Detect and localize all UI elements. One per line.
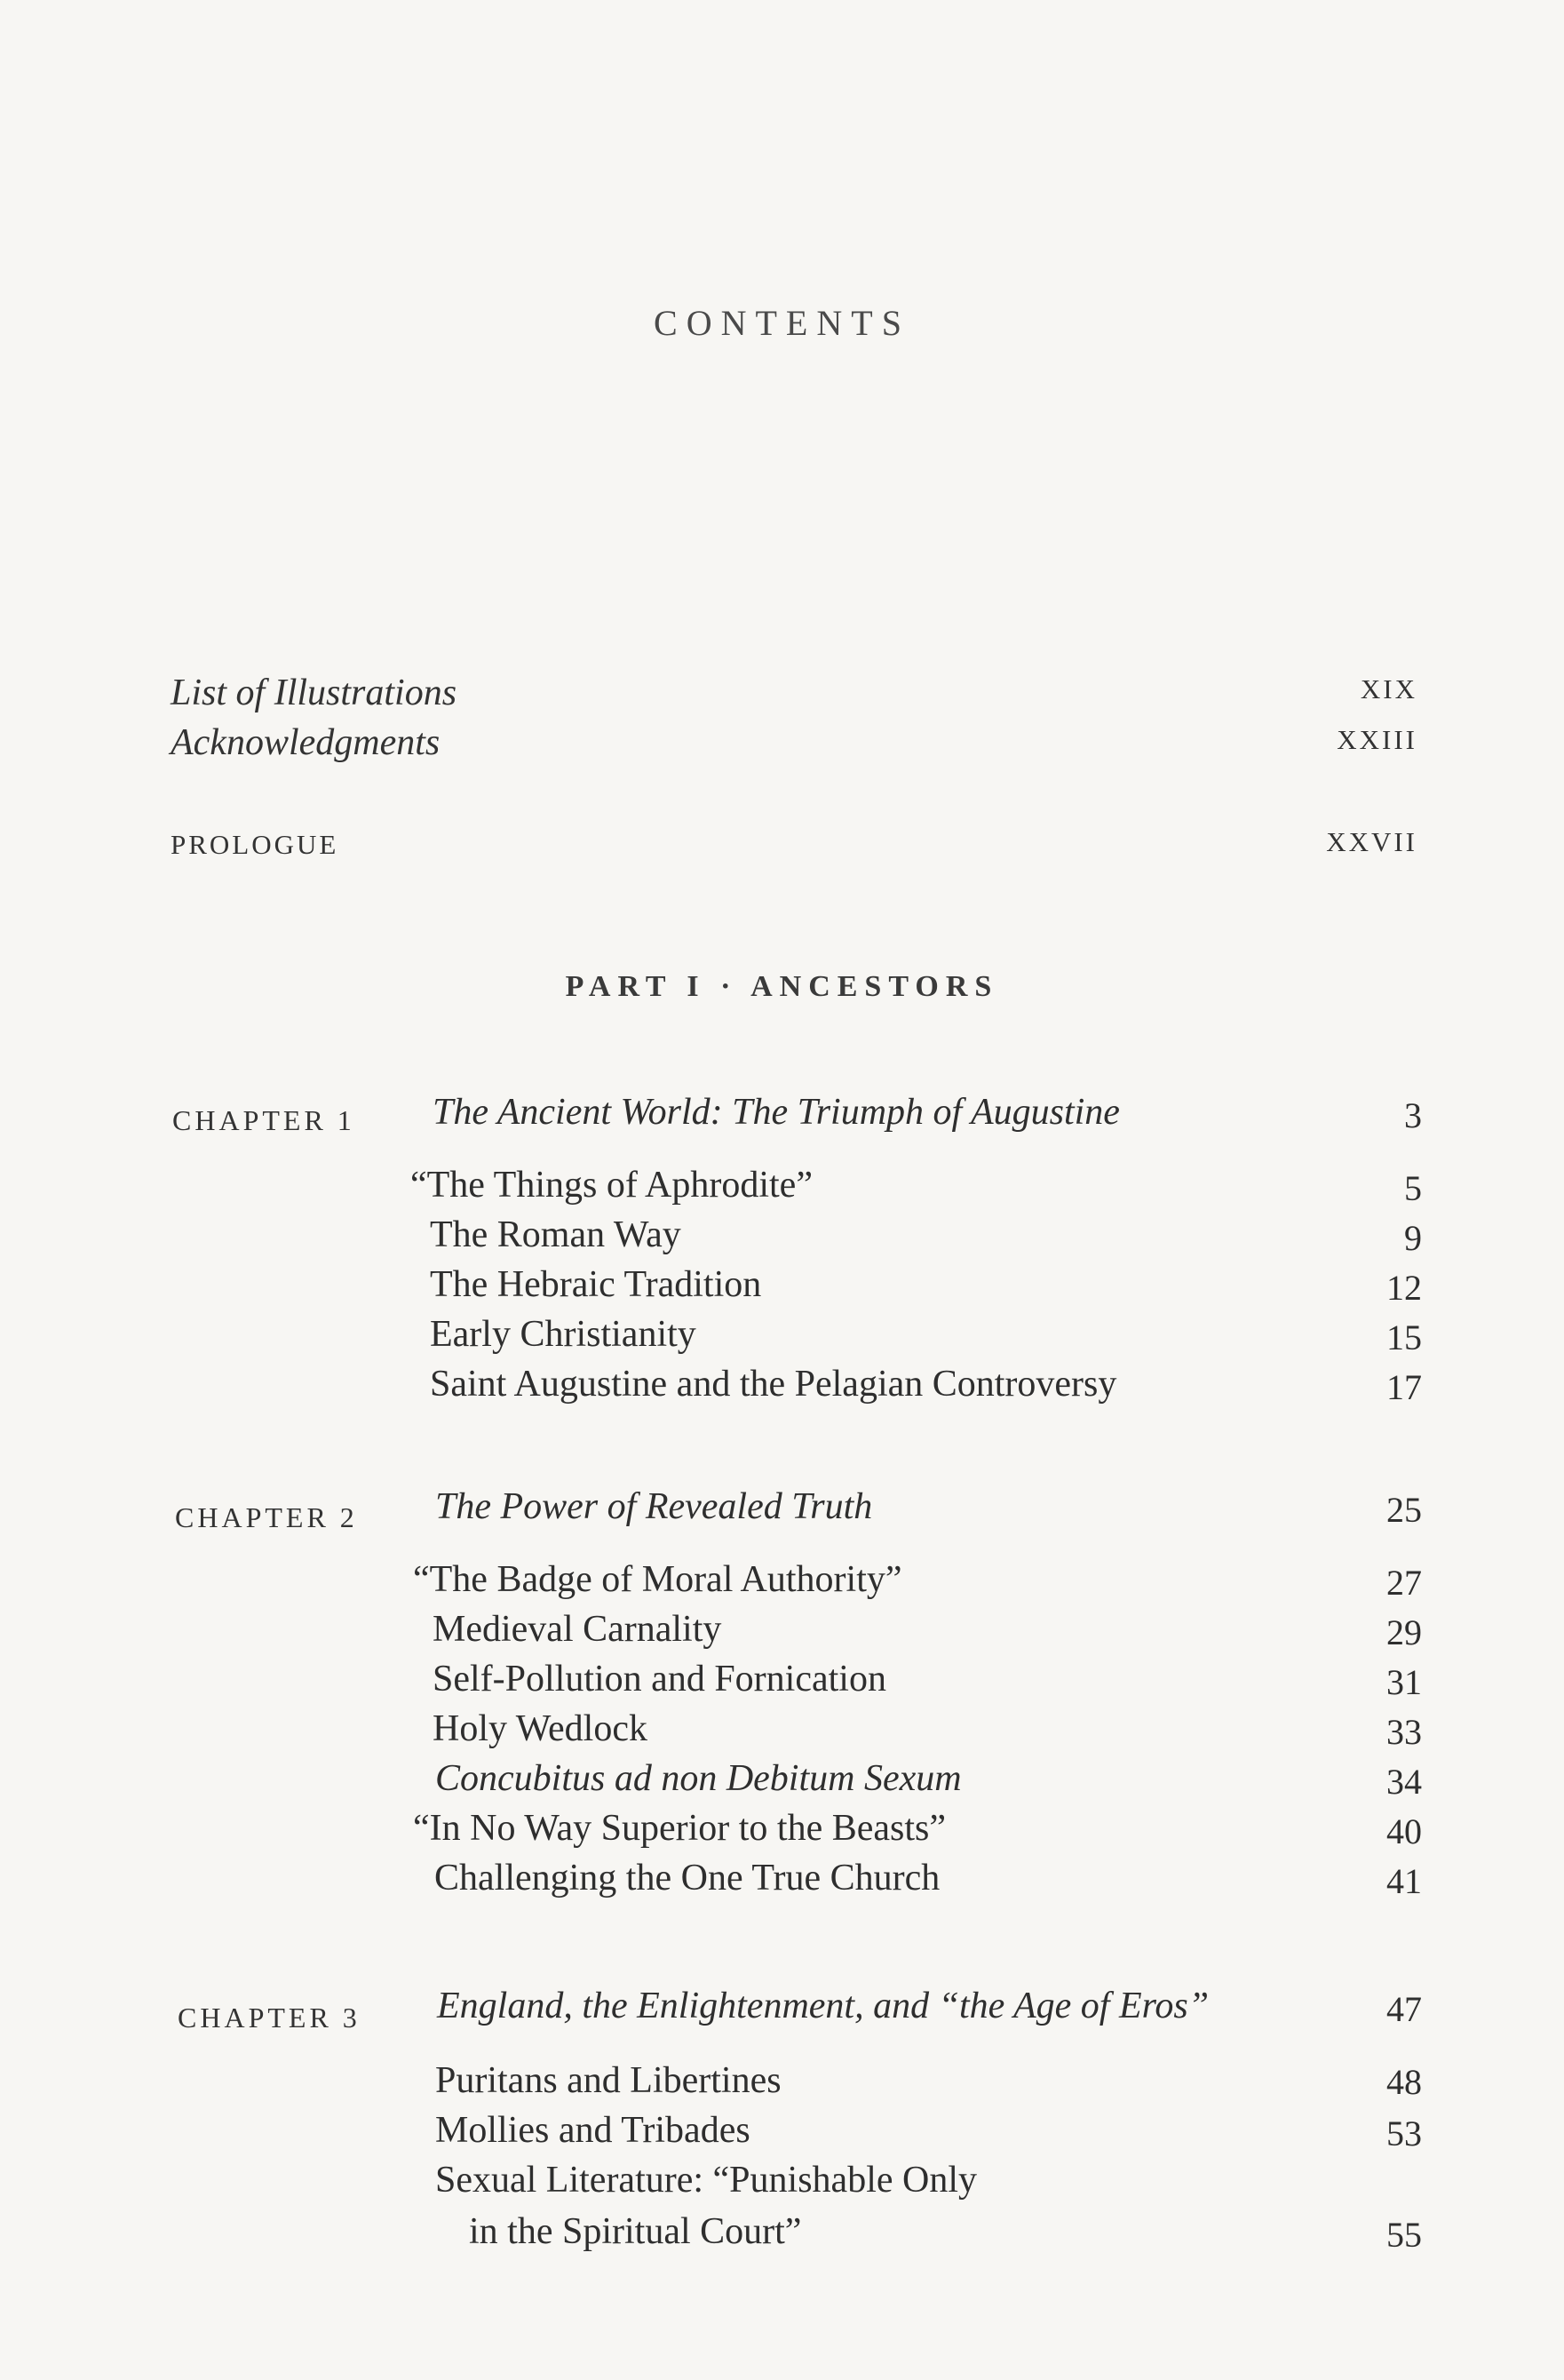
part-heading: PART I · ANCESTORS [565,970,999,1003]
section-page: 15 [1386,1317,1422,1357]
section-page: 12 [1386,1268,1422,1308]
section-entry[interactable]: Saint Augustine and the Pelagian Controversy [430,1364,1117,1405]
section-entry[interactable]: Concubitus ad non Debitum Sexum [435,1758,962,1799]
section-page: 34 [1386,1762,1422,1802]
toc-page-list-of-illustrations: XIX [1360,673,1417,704]
chapter-page: 3 [1404,1095,1422,1135]
section-entry[interactable]: The Roman Way [430,1214,681,1255]
section-entry[interactable]: Sexual Literature: “Punishable Only [435,2160,978,2201]
section-page: 53 [1386,2113,1422,2153]
chapter-title[interactable]: England, the Enlightenment, and “the Age of Eros” [437,1986,1210,2026]
section-entry[interactable]: “In No Way Superior to the Beasts” [413,1808,947,1849]
section-entry[interactable]: Medieval Carnality [433,1609,722,1650]
chapter-label: CHAPTER 2 [175,1501,358,1533]
section-page: 41 [1386,1861,1422,1901]
toc-page-acknowledgments: XXIII [1337,724,1417,755]
chapter-label: CHAPTER 1 [172,1104,355,1136]
toc-entry-acknowledgments[interactable]: Acknowledgments [171,722,441,763]
section-entry[interactable]: Holy Wedlock [433,1708,647,1749]
section-page: 17 [1386,1367,1422,1407]
section-page: 55 [1386,2215,1422,2255]
section-page: 9 [1404,1218,1422,1258]
chapter-label: CHAPTER 3 [178,2002,361,2034]
chapter-page: 47 [1386,1989,1422,2029]
toc-entry-prologue[interactable]: PROLOGUE [171,829,339,860]
section-entry-continued[interactable]: in the Spiritual Court” [469,2211,802,2252]
section-page: 5 [1404,1168,1422,1208]
section-entry[interactable]: Puritans and Libertines [435,2060,782,2101]
section-entry[interactable]: Self-Pollution and Fornication [433,1659,886,1699]
section-page: 33 [1386,1712,1422,1752]
section-page: 48 [1386,2062,1422,2102]
section-entry[interactable]: Mollies and Tribades [435,2110,750,2151]
section-page: 29 [1386,1612,1422,1652]
chapter-page: 25 [1386,1490,1422,1530]
page-title: CONTENTS [654,303,910,343]
section-entry[interactable]: Challenging the One True Church [434,1858,941,1898]
section-entry[interactable]: “The Badge of Moral Authority” [413,1559,902,1600]
section-page: 27 [1386,1563,1422,1603]
section-page: 40 [1386,1811,1422,1851]
chapter-title[interactable]: The Ancient World: The Triumph of Augustine [433,1092,1120,1133]
section-entry[interactable]: “The Things of Aphrodite” [410,1165,813,1206]
chapter-title[interactable]: The Power of Revealed Truth [435,1486,873,1527]
section-entry[interactable]: The Hebraic Tradition [430,1264,762,1305]
toc-entry-list-of-illustrations[interactable]: List of Illustrations [171,673,457,713]
section-entry[interactable]: Early Christianity [430,1314,696,1355]
section-page: 31 [1386,1662,1422,1702]
toc-page-prologue: XXVII [1326,826,1417,857]
